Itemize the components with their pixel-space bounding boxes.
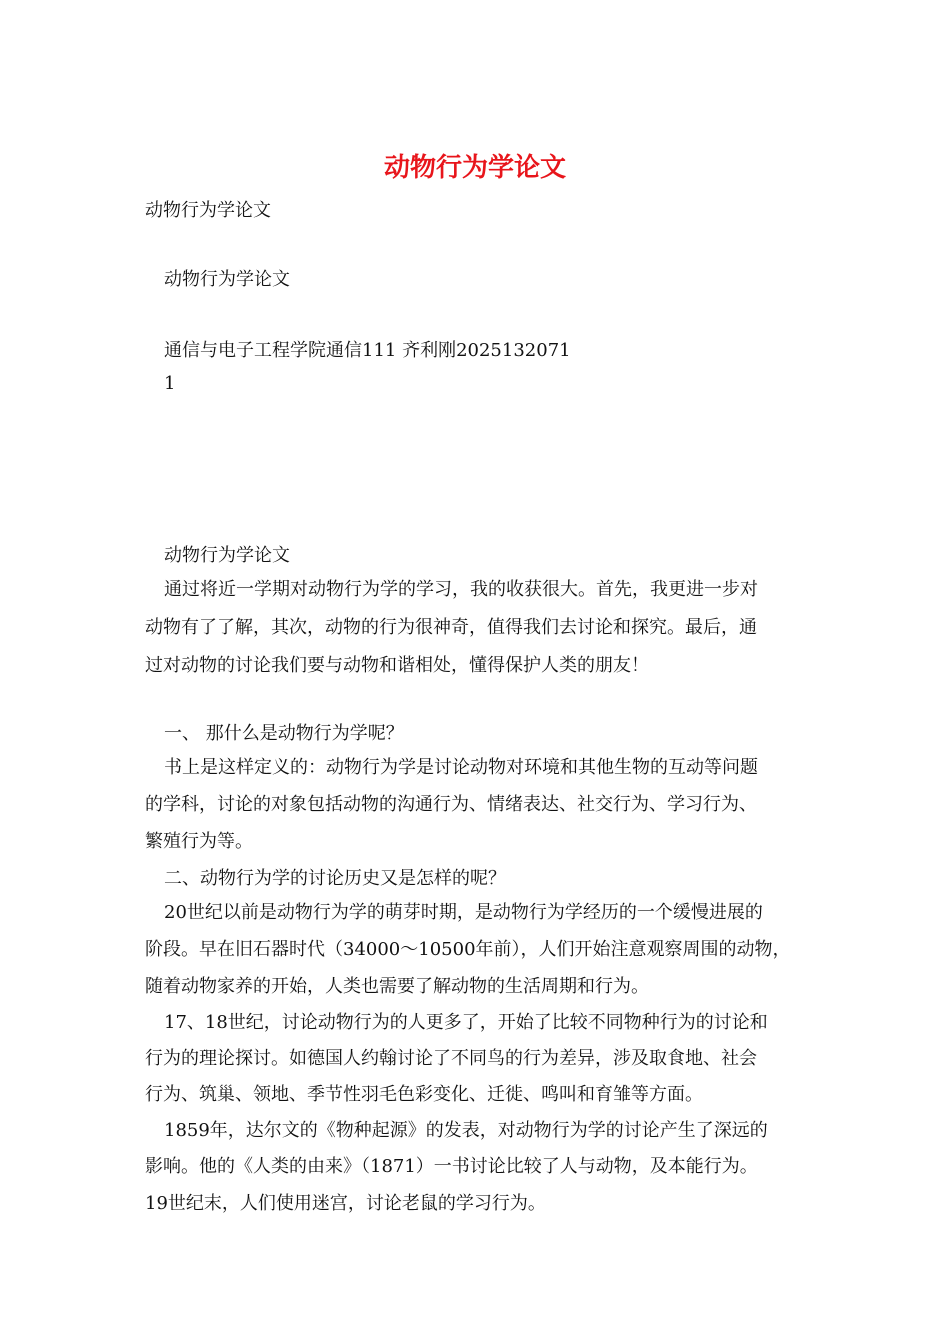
paragraph-line: 行为的理论探讨。如德国人约翰讨论了不同鸟的行为差异，涉及取食地、社会 bbox=[145, 1048, 757, 1069]
paragraph-line: 行为、筑巢、领地、季节性羽毛色彩变化、迁徙、鸣叫和育雏等方面。 bbox=[145, 1084, 703, 1105]
page-number-line: 1 bbox=[164, 373, 176, 394]
author-line: 通信与电子工程学院通信111 齐利刚2025132071 bbox=[164, 340, 571, 361]
paragraph-line: 随着动物家养的开始，人类也需要了解动物的生活周期和行为。 bbox=[145, 976, 649, 997]
page-title: 动物行为学论文 bbox=[383, 153, 566, 183]
paragraph-line: 19世纪末，人们使用迷宫，讨论老鼠的学习行为。 bbox=[145, 1193, 546, 1214]
paragraph-line: 影响。他的《人类的由来》（1871）一书讨论比较了人与动物，及本能行为。 bbox=[145, 1156, 758, 1177]
paragraph-line: 阶段。早在旧石器时代（34000～10500年前），人们开始注意观察周围的动物， bbox=[145, 939, 791, 960]
heading-line: 动物行为学论文 bbox=[164, 269, 290, 290]
paragraph-line: 20世纪以前是动物行为学的萌芽时期，是动物行为学经历的一个缓慢进展的 bbox=[164, 902, 763, 923]
paragraph-line: 动物有了了解，其次，动物的行为很神奇，值得我们去讨论和探究。最后，通 bbox=[145, 617, 757, 638]
section-title: 动物行为学论文 bbox=[164, 545, 290, 566]
paragraph-line: 书上是这样定义的：动物行为学是讨论动物对环境和其他生物的互动等问题 bbox=[164, 757, 758, 778]
subtitle-line: 动物行为学论文 bbox=[145, 200, 271, 221]
section-heading: 二、动物行为学的讨论历史又是怎样的呢？ bbox=[164, 868, 506, 889]
paragraph-line: 的学科，讨论的对象包括动物的沟通行为、情绪表达、社交行为、学习行为、 bbox=[145, 794, 757, 815]
paragraph-line: 通过将近一学期对动物行为学的学习，我的收获很大。首先，我更进一步对 bbox=[164, 579, 758, 600]
paragraph-line: 1859年，达尔文的《物种起源》的发表，对动物行为学的讨论产生了深远的 bbox=[164, 1120, 768, 1141]
paragraph-line: 17、18世纪，讨论动物行为的人更多了，开始了比较不同物种行为的讨论和 bbox=[164, 1012, 768, 1033]
paragraph-line: 繁殖行为等。 bbox=[145, 831, 253, 852]
paragraph-line: 过对动物的讨论我们要与动物和谐相处，懂得保护人类的朋友！ bbox=[145, 655, 649, 676]
section-heading: 一、 那什么是动物行为学呢？ bbox=[164, 723, 404, 744]
